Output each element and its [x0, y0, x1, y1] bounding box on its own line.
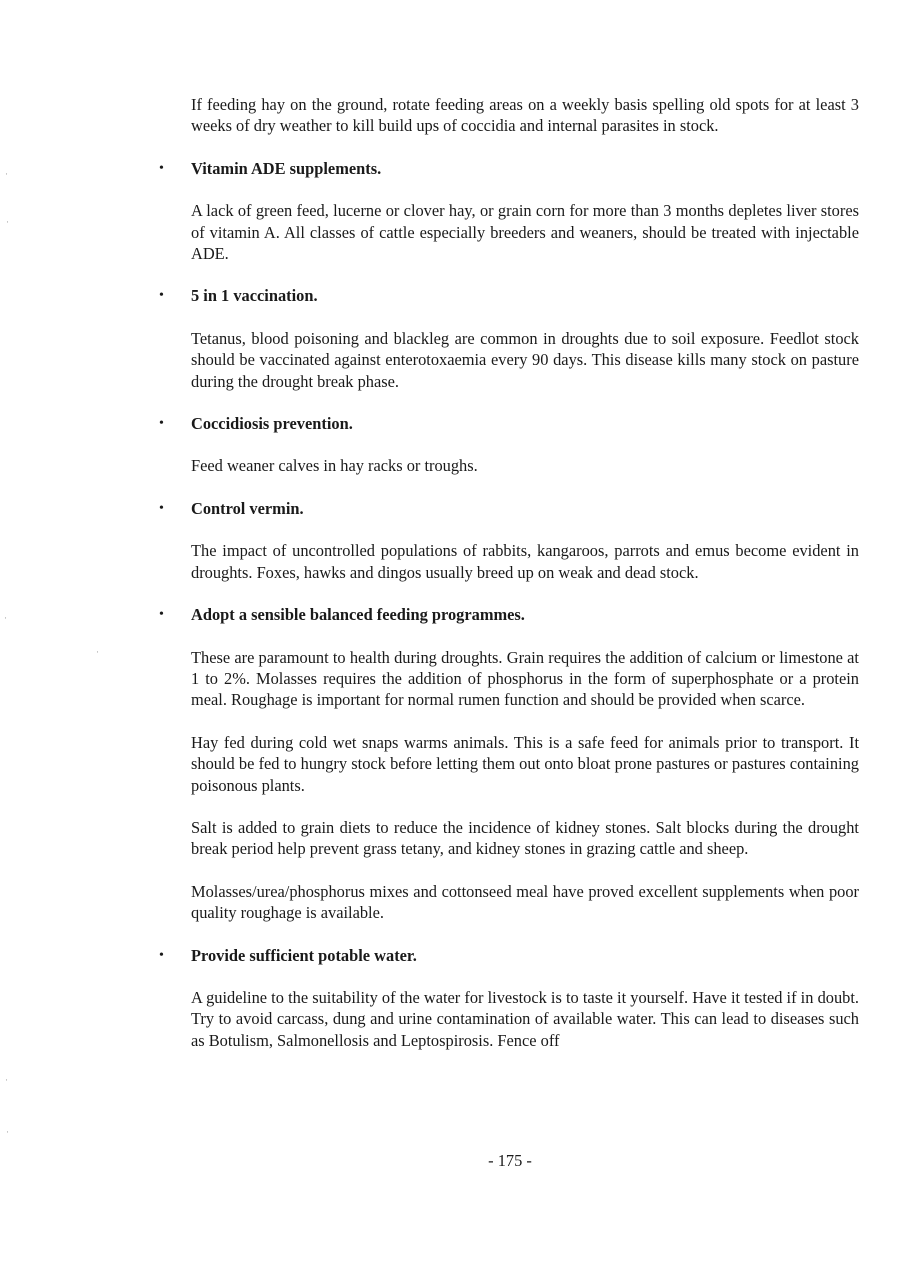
page-number: - 175 -: [488, 1151, 532, 1170]
section-heading-vermin: [159, 498, 859, 519]
section-heading-coccidiosis: [159, 413, 859, 434]
section-heading-vaccination: [159, 285, 859, 306]
body-paragraph: A guideline to the suitability of the water for livestock is to taste it yourself. Have it tested if in doubt. Try to avoid carcass, dung and urine contamination of available water. This can lead to diseases such as Botulism, Salmonellosis and Leptospirosis. Fence off: [191, 987, 859, 1050]
heading-text: Vitamin ADE supplements.: [191, 158, 382, 178]
bullet-icon: •: [159, 947, 164, 963]
scan-speck: ·: [96, 647, 99, 657]
body-paragraph: The impact of uncontrolled populations of rabbits, kangaroos, parrots and emus become evident in droughts. Foxes, hawks and dingos usually breed up on weak and dead stock.: [191, 541, 859, 582]
scan-speck: ·: [6, 1127, 9, 1137]
bullet-icon: •: [159, 607, 164, 623]
section-heading-vitamin-ade: [159, 158, 859, 179]
heading-text: Provide sufficient potable water.: [191, 945, 417, 965]
body-paragraph: These are paramount to health during droughts. Grain requires the addition of calcium or limestone at 1 to 2%. Molasses requires the addition of phosphorus in the form of superphosphate or a protein meal. Roughage is important for normal rumen function and should be provided when scarce.: [191, 647, 859, 710]
body-paragraph: Salt is added to grain diets to reduce the incidence of kidney stones. Salt blocks during the drought break period help prevent grass tetany, and kidney stones in grazing cattle and sheep.: [191, 817, 859, 859]
bullet-icon: •: [159, 500, 164, 516]
heading-text: Adopt a sensible balanced feeding programmes.: [191, 605, 525, 625]
scan-speck: ·: [5, 1075, 8, 1085]
scan-speck: ·: [5, 169, 8, 179]
section-heading-water: [159, 945, 859, 966]
scan-speck: ·: [6, 217, 9, 227]
body-paragraph: Hay fed during cold wet snaps warms animals. This is a safe feed for animals prior to transport. It should be fed to hungry stock before letting them out onto bloat prone pastures or pastures containing poisonous plants.: [191, 732, 859, 795]
bullet-icon: •: [159, 288, 164, 304]
page-body: [159, 94, 859, 1072]
heading-text: 5 in 1 vaccination.: [191, 286, 318, 306]
bullet-icon: •: [159, 160, 164, 176]
heading-text: Coccidiosis prevention.: [191, 414, 353, 434]
body-paragraph: Feed weaner calves in hay racks or troughs.: [191, 456, 478, 476]
heading-text: Control vermin.: [191, 498, 304, 518]
scan-speck: ·: [4, 613, 7, 623]
body-paragraph: Molasses/urea/phosphorus mixes and cottonseed meal have proved excellent supplements when poor quality roughage is available.: [191, 881, 859, 923]
bullet-icon: •: [159, 416, 164, 432]
section-heading-feeding: [159, 604, 859, 625]
body-paragraph: Tetanus, blood poisoning and blackleg are common in droughts due to soil exposure. Feedlot stock should be vaccinated against enterotoxaemia every 90 days. This disease kills many stock on pasture during the drought break phase.: [191, 328, 859, 391]
body-paragraph: A lack of green feed, lucerne or clover hay, or grain corn for more than 3 months depletes liver stores of vitamin A. All classes of cattle especially breeders and weaners, should be treated with injectable ADE.: [191, 201, 859, 264]
intro-paragraph: If feeding hay on the ground, rotate feeding areas on a weekly basis spelling old spots for at least 3 weeks of dry weather to kill build ups of coccidia and internal parasites in stock.: [191, 95, 859, 136]
